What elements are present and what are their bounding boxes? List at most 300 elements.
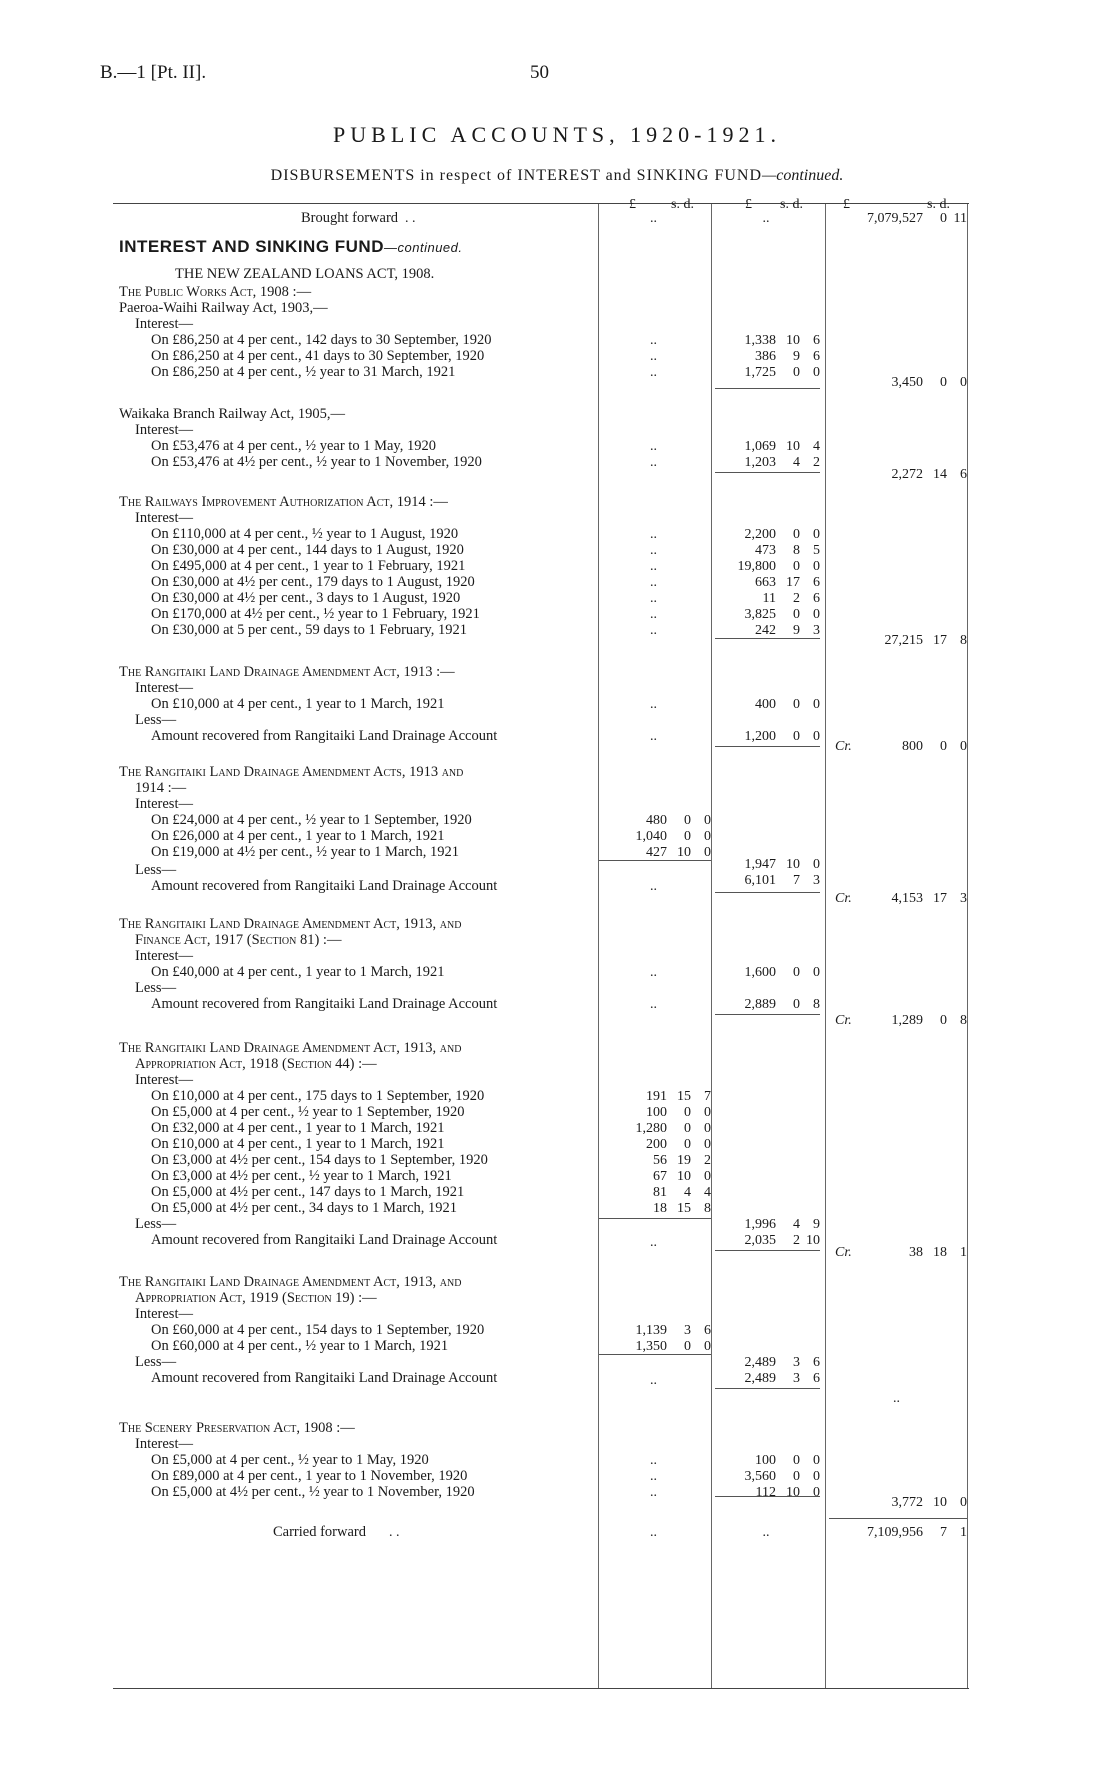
paeroa-row-amount-shillings: 10 bbox=[786, 333, 800, 348]
scenery-row-amount bbox=[717, 1452, 820, 1469]
scenery-rule bbox=[715, 1496, 820, 1497]
rangitaiki-1913-total-shillings: 0 bbox=[940, 739, 947, 754]
railways-row-text: On £30,000 at 5 per cent., 59 days to 1 February, 1921 bbox=[151, 622, 467, 638]
rangitaiki-acts-total-cr: Cr. bbox=[835, 891, 852, 906]
approp-1918-row-amount-shillings: 4 bbox=[684, 1185, 691, 1200]
approp-1918-row-amount-pounds: 81 bbox=[653, 1185, 667, 1200]
rangitaiki-1913-total-pence: 0 bbox=[960, 739, 967, 754]
rangitaiki-acts-row-amount-shillings: 0 bbox=[684, 829, 691, 844]
rangitaiki-finance-row-text: On £40,000 at 4 per cent., 1 year to 1 March, 1921 bbox=[151, 964, 445, 980]
railways-row-amount-shillings: 9 bbox=[793, 623, 800, 638]
approp-1918-rule-2 bbox=[715, 1250, 820, 1251]
approp-1918-row-amount-pence: 7 bbox=[704, 1089, 711, 1104]
rangitaiki-acts-total-pence: 3 bbox=[960, 891, 967, 906]
paeroa-row-amount bbox=[717, 348, 820, 365]
rangitaiki-finance-row-amount-pence: 0 bbox=[813, 965, 820, 980]
scenery-row-dots: .. bbox=[650, 1485, 657, 1500]
approp-1918-subtotal bbox=[717, 1216, 820, 1233]
scenery-heading: The Scenery Preservation Act, 1908 :— bbox=[119, 1420, 355, 1436]
rangitaiki-acts-heading: The Rangitaiki Land Drainage Amendment Acts, 1913 and bbox=[119, 764, 464, 780]
pound-header-2: £ bbox=[745, 197, 752, 212]
rangitaiki-acts-recovered-amount-shillings: 7 bbox=[793, 873, 800, 888]
approp-1918-row-amount-pounds: 1,280 bbox=[635, 1121, 667, 1136]
rangitaiki-acts-row-amount-pounds: 480 bbox=[646, 813, 667, 828]
approp-1918-row-amount-shillings: 0 bbox=[684, 1121, 691, 1136]
subtitle-text: DISBURSEMENTS in respect of INTEREST and SINKING FUND bbox=[270, 167, 763, 184]
paeroa-row-text: On £86,250 at 4 per cent., 41 days to 30 September, 1920 bbox=[151, 348, 485, 364]
paeroa-interest-label: Interest— bbox=[135, 316, 193, 332]
rangitaiki-1913-row-amount-pence: 0 bbox=[813, 697, 820, 712]
approp-1918-less-label: Less— bbox=[135, 1216, 177, 1232]
paeroa-row-amount bbox=[717, 364, 820, 381]
railways-interest-label: Interest— bbox=[135, 510, 193, 526]
scenery-row-amount-shillings: 0 bbox=[793, 1469, 800, 1484]
rangitaiki-1913-heading: The Rangitaiki Land Drainage Amendment Act, 1913 :— bbox=[119, 664, 455, 680]
waikaka-row-amount-shillings: 10 bbox=[786, 439, 800, 454]
rangitaiki-acts-subtotal bbox=[717, 856, 820, 873]
approp-1919-rule-1 bbox=[599, 1354, 711, 1355]
rangitaiki-acts-subtotal-pence: 0 bbox=[813, 857, 820, 872]
scenery-row-dots: .. bbox=[650, 1453, 657, 1468]
scenery-total bbox=[831, 1494, 967, 1511]
scenery-row-amount-pounds: 112 bbox=[755, 1485, 776, 1500]
paeroa-row-dots: .. bbox=[650, 349, 657, 364]
paeroa-row-amount-shillings: 9 bbox=[793, 349, 800, 364]
approp-1919-recovered-text: Amount recovered from Rangitaiki Land Drainage Account bbox=[151, 1370, 498, 1386]
paeroa-row-dots: .. bbox=[650, 333, 657, 348]
approp-1918-row-amount bbox=[601, 1168, 711, 1185]
approp-1919-subtotal-pence: 6 bbox=[813, 1355, 820, 1370]
paeroa-row-amount-pence: 6 bbox=[813, 349, 820, 364]
rangitaiki-finance-row-amount-shillings: 0 bbox=[793, 965, 800, 980]
section-heading bbox=[119, 238, 463, 256]
scenery-row-text: On £5,000 at 4 per cent., ½ year to 1 May, 1920 bbox=[151, 1452, 429, 1468]
approp-1919-row-text: On £60,000 at 4 per cent., 154 days to 1 September, 1920 bbox=[151, 1322, 485, 1338]
rangitaiki-acts-recovered-amount bbox=[717, 872, 820, 889]
brought-forward-total-pounds: 7,079,527 bbox=[867, 211, 923, 226]
rangitaiki-acts-total-pounds: 4,153 bbox=[891, 891, 923, 906]
railways-row-amount bbox=[717, 542, 820, 559]
approp-1918-row-amount-pence: 0 bbox=[704, 1105, 711, 1120]
section-heading-cont: —continued. bbox=[384, 240, 463, 255]
scenery-row-dots: .. bbox=[650, 1469, 657, 1484]
approp-1918-subtotal-pence: 9 bbox=[813, 1217, 820, 1232]
approp-1919-recovered-amount-pounds: 2,489 bbox=[744, 1371, 776, 1386]
approp-1918-row-amount-pence: 8 bbox=[704, 1201, 711, 1216]
waikaka-total-shillings: 14 bbox=[933, 467, 947, 482]
paeroa-total-shillings: 0 bbox=[940, 375, 947, 390]
sd-header-2: s. d. bbox=[780, 197, 803, 212]
scenery-row-amount bbox=[717, 1484, 820, 1501]
railways-row-amount-pence: 0 bbox=[813, 559, 820, 574]
approp-1919-rule-2 bbox=[715, 1388, 820, 1389]
brought-forward-leader: . . bbox=[405, 211, 416, 226]
scenery-row-amount-pounds: 100 bbox=[755, 1453, 776, 1468]
carried-forward-dots-1: .. bbox=[650, 1525, 657, 1540]
subtitle-suffix: —continued. bbox=[762, 167, 844, 184]
page-number: 50 bbox=[530, 62, 549, 83]
railways-row-dots: .. bbox=[650, 591, 657, 606]
rangitaiki-acts-subtotal-pounds: 1,947 bbox=[744, 857, 776, 872]
waikaka-row-amount-pounds: 1,203 bbox=[744, 455, 776, 470]
railways-row-amount-shillings: 0 bbox=[793, 527, 800, 542]
col-line-3 bbox=[825, 204, 826, 1688]
railways-row-amount bbox=[717, 526, 820, 543]
scenery-row-amount bbox=[717, 1468, 820, 1485]
approp-1918-recovered-amount bbox=[717, 1232, 820, 1249]
paeroa-total-pence: 0 bbox=[960, 375, 967, 390]
railways-row-text: On £30,000 at 4½ per cent., 3 days to 1 August, 1920 bbox=[151, 590, 461, 606]
railways-total-shillings: 17 bbox=[933, 633, 947, 648]
waikaka-row-amount-shillings: 4 bbox=[793, 455, 800, 470]
approp-1919-row-amount-pence: 6 bbox=[704, 1323, 711, 1338]
carried-forward-dots-2: .. bbox=[762, 1525, 770, 1540]
rangitaiki-acts-row-amount-pounds: 1,040 bbox=[635, 829, 667, 844]
carried-forward-total-pence: 1 bbox=[960, 1525, 967, 1540]
brought-forward-dots-2: .. bbox=[762, 211, 770, 226]
scenery-total-pounds: 3,772 bbox=[891, 1495, 923, 1510]
railways-row-amount-pence: 0 bbox=[813, 607, 820, 622]
rangitaiki-1913-interest-label: Interest— bbox=[135, 680, 193, 696]
paeroa-total bbox=[831, 374, 967, 391]
approp-1918-row-text: On £10,000 at 4 per cent., 175 days to 1 September, 1920 bbox=[151, 1088, 485, 1104]
approp-1918-row-text: On £3,000 at 4½ per cent., 154 days to 1 September, 1920 bbox=[151, 1152, 488, 1168]
railways-total-pounds: 27,215 bbox=[884, 633, 923, 648]
scenery-row-amount-shillings: 0 bbox=[793, 1453, 800, 1468]
scenery-row-amount-pence: 0 bbox=[813, 1469, 820, 1484]
approp-1919-heading-cont: Appropriation Act, 1919 (Section 19) :— bbox=[135, 1290, 377, 1306]
rangitaiki-1913-total bbox=[831, 738, 967, 755]
brought-forward-total-shillings: 0 bbox=[940, 211, 947, 226]
paeroa-row-amount bbox=[717, 332, 820, 349]
railways-total bbox=[831, 632, 967, 649]
paeroa-row-text: On £86,250 at 4 per cent., ½ year to 31 March, 1921 bbox=[151, 364, 456, 380]
railways-row-amount bbox=[717, 590, 820, 607]
page-reference: B.—1 [Pt. II]. bbox=[100, 62, 207, 83]
approp-1918-row-amount-shillings: 10 bbox=[677, 1169, 691, 1184]
railways-row-amount-pounds: 3,825 bbox=[744, 607, 776, 622]
approp-1918-row-amount bbox=[601, 1200, 711, 1217]
railways-row-dots: .. bbox=[650, 575, 657, 590]
approp-1918-subtotal-pounds: 1,996 bbox=[744, 1217, 776, 1232]
approp-1918-row-amount-pounds: 200 bbox=[646, 1137, 667, 1152]
rangitaiki-acts-row-amount bbox=[601, 828, 711, 845]
approp-1919-row-amount-pounds: 1,139 bbox=[635, 1323, 667, 1338]
scenery-row-amount-pence: 0 bbox=[813, 1485, 820, 1500]
waikaka-row-amount bbox=[717, 438, 820, 455]
scenery-interest-label: Interest— bbox=[135, 1436, 193, 1452]
waikaka-row-text: On £53,476 at 4 per cent., ½ year to 1 May, 1920 bbox=[151, 438, 436, 454]
approp-1918-row-text: On £5,000 at 4½ per cent., 147 days to 1 March, 1921 bbox=[151, 1184, 465, 1200]
rangitaiki-finance-interest-label: Interest— bbox=[135, 948, 193, 964]
railways-row-amount-pence: 3 bbox=[813, 623, 820, 638]
approp-1918-row-amount-shillings: 15 bbox=[677, 1089, 691, 1104]
act-title: THE NEW ZEALAND LOANS ACT, 1908. bbox=[175, 266, 435, 282]
approp-1918-row-amount-pounds: 18 bbox=[653, 1201, 667, 1216]
rangitaiki-1913-row-amount-pounds: 400 bbox=[755, 697, 776, 712]
rangitaiki-acts-row-text: On £26,000 at 4 per cent., 1 year to 1 March, 1921 bbox=[151, 828, 445, 844]
waikaka-interest-label: Interest— bbox=[135, 422, 193, 438]
railways-row-dots: .. bbox=[650, 559, 657, 574]
rangitaiki-finance-less-label: Less— bbox=[135, 980, 177, 996]
paeroa-heading: Paeroa-Waihi Railway Act, 1903,— bbox=[119, 300, 328, 316]
approp-1918-recovered-dots: .. bbox=[650, 1235, 657, 1250]
railways-total-pence: 8 bbox=[960, 633, 967, 648]
railways-rule bbox=[715, 638, 820, 639]
approp-1919-heading: The Rangitaiki Land Drainage Amendment Act, 1913, and bbox=[119, 1274, 462, 1290]
approp-1918-total-pence: 1 bbox=[960, 1245, 967, 1260]
col-line-1 bbox=[598, 204, 599, 1688]
carried-forward-leader: . . bbox=[389, 1525, 400, 1540]
railways-row-amount bbox=[717, 574, 820, 591]
rangitaiki-acts-recovered-dots: .. bbox=[650, 879, 657, 894]
approp-1918-row-amount-pounds: 100 bbox=[646, 1105, 667, 1120]
rangitaiki-acts-rule-1 bbox=[599, 860, 711, 861]
rangitaiki-1913-row-text: On £10,000 at 4 per cent., 1 year to 1 March, 1921 bbox=[151, 696, 445, 712]
rangitaiki-1913-total-pounds: 800 bbox=[902, 739, 923, 754]
paeroa-rule bbox=[715, 388, 820, 389]
scenery-total-pence: 0 bbox=[960, 1495, 967, 1510]
rangitaiki-finance-heading-cont: Finance Act, 1917 (Section 81) :— bbox=[135, 932, 342, 948]
approp-1918-interest-label: Interest— bbox=[135, 1072, 193, 1088]
railways-row-amount-pounds: 2,200 bbox=[744, 527, 776, 542]
approp-1919-recovered-amount-pence: 6 bbox=[813, 1371, 820, 1386]
rangitaiki-acts-recovered-amount-pounds: 6,101 bbox=[744, 873, 776, 888]
paeroa-row-dots: .. bbox=[650, 365, 657, 380]
waikaka-total-pence: 6 bbox=[960, 467, 967, 482]
approp-1918-row-text: On £32,000 at 4 per cent., 1 year to 1 March, 1921 bbox=[151, 1120, 445, 1136]
rangitaiki-1913-recovered-dots: .. bbox=[650, 729, 657, 744]
brought-forward-total-pence: 11 bbox=[953, 211, 967, 226]
approp-1918-recovered-amount-pounds: 2,035 bbox=[744, 1233, 776, 1248]
railways-row-amount-pence: 6 bbox=[813, 575, 820, 590]
rangitaiki-acts-total-shillings: 17 bbox=[933, 891, 947, 906]
waikaka-row-dots: .. bbox=[650, 455, 657, 470]
paeroa-row-amount-pounds: 1,725 bbox=[744, 365, 776, 380]
public-works-heading: The Public Works Act, 1908 :— bbox=[119, 284, 312, 300]
railways-row-text: On £170,000 at 4½ per cent., ½ year to 1 February, 1921 bbox=[151, 606, 480, 622]
approp-1918-row-amount-pence: 0 bbox=[704, 1121, 711, 1136]
section-heading-text: INTEREST AND SINKING FUND bbox=[119, 237, 384, 256]
rangitaiki-finance-recovered-amount bbox=[717, 996, 820, 1013]
approp-1918-total bbox=[831, 1244, 967, 1261]
approp-1918-row-amount-shillings: 19 bbox=[677, 1153, 691, 1168]
approp-1919-subtotal-pounds: 2,489 bbox=[744, 1355, 776, 1370]
approp-1918-row-amount bbox=[601, 1088, 711, 1105]
rangitaiki-1913-recovered-text: Amount recovered from Rangitaiki Land Drainage Account bbox=[151, 728, 498, 744]
railways-row-amount-pence: 6 bbox=[813, 591, 820, 606]
approp-1918-row-amount-shillings: 15 bbox=[677, 1201, 691, 1216]
rangitaiki-finance-total-cr: Cr. bbox=[835, 1013, 852, 1028]
waikaka-row-dots: .. bbox=[650, 439, 657, 454]
railways-row-text: On £30,000 at 4 per cent., 144 days to 1 August, 1920 bbox=[151, 542, 464, 558]
approp-1918-row-text: On £5,000 at 4½ per cent., 34 days to 1 March, 1921 bbox=[151, 1200, 458, 1216]
paeroa-row-amount-pounds: 1,338 bbox=[744, 333, 776, 348]
rangitaiki-1913-rule bbox=[715, 746, 820, 747]
approp-1918-rule-1 bbox=[599, 1218, 711, 1219]
carried-forward-total-pounds: 7,109,956 bbox=[867, 1525, 923, 1540]
scenery-row-text: On £5,000 at 4½ per cent., ½ year to 1 November, 1920 bbox=[151, 1484, 475, 1500]
railways-row-amount-shillings: 17 bbox=[786, 575, 800, 590]
approp-1919-row-amount-shillings: 0 bbox=[684, 1339, 691, 1354]
railways-row-amount-pence: 5 bbox=[813, 543, 820, 558]
paeroa-total-pounds: 3,450 bbox=[891, 375, 923, 390]
rangitaiki-finance-recovered-amount-pounds: 2,889 bbox=[744, 997, 776, 1012]
approp-1918-row-amount-pence: 2 bbox=[704, 1153, 711, 1168]
rangitaiki-finance-recovered-amount-pence: 8 bbox=[813, 997, 820, 1012]
approp-1918-row-text: On £3,000 at 4½ per cent., ½ year to 1 March, 1921 bbox=[151, 1168, 452, 1184]
rangitaiki-finance-total-pence: 8 bbox=[960, 1013, 967, 1028]
rangitaiki-acts-row-amount-pounds: 427 bbox=[646, 845, 667, 860]
carried-forward-label: Carried forward bbox=[273, 1524, 366, 1540]
ledger-table bbox=[113, 197, 969, 1689]
col-line-4 bbox=[967, 204, 968, 1688]
railways-row-amount bbox=[717, 622, 820, 639]
approp-1918-row-amount-pence: 0 bbox=[704, 1137, 711, 1152]
approp-1918-row-amount bbox=[601, 1136, 711, 1153]
approp-1918-heading: The Rangitaiki Land Drainage Amendment Act, 1913, and bbox=[119, 1040, 462, 1056]
railways-row-dots: .. bbox=[650, 543, 657, 558]
col-line-2 bbox=[711, 204, 712, 1688]
page-title: PUBLIC ACCOUNTS, 1920-1921. bbox=[333, 122, 781, 147]
railways-row-dots: .. bbox=[650, 607, 657, 622]
rangitaiki-1913-row-dots: .. bbox=[650, 697, 657, 712]
approp-1919-row-amount bbox=[601, 1322, 711, 1339]
rangitaiki-finance-heading: The Rangitaiki Land Drainage Amendment Act, 1913, and bbox=[119, 916, 462, 932]
rangitaiki-acts-interest-label: Interest— bbox=[135, 796, 193, 812]
approp-1919-recovered-dots: .. bbox=[650, 1373, 657, 1388]
approp-1918-recovered-amount-shillings: 2 bbox=[793, 1233, 800, 1248]
waikaka-row-amount-pence: 2 bbox=[813, 455, 820, 470]
railways-row-amount bbox=[717, 606, 820, 623]
brought-forward-label: Brought forward bbox=[301, 210, 399, 226]
carried-forward-total bbox=[831, 1524, 967, 1541]
approp-1918-row-amount-shillings: 0 bbox=[684, 1105, 691, 1120]
approp-1918-recovered-text: Amount recovered from Rangitaiki Land Drainage Account bbox=[151, 1232, 498, 1248]
approp-1919-total-dots: .. bbox=[893, 1391, 900, 1406]
rangitaiki-finance-row-amount-pounds: 1,600 bbox=[744, 965, 776, 980]
paeroa-row-amount-pence: 6 bbox=[813, 333, 820, 348]
railways-row-amount-shillings: 2 bbox=[793, 591, 800, 606]
approp-1918-row-text: On £5,000 at 4 per cent., ½ year to 1 September, 1920 bbox=[151, 1104, 465, 1120]
approp-1918-row-amount-shillings: 0 bbox=[684, 1137, 691, 1152]
waikaka-row-amount-pounds: 1,069 bbox=[744, 439, 776, 454]
railways-row-text: On £495,000 at 4 per cent., 1 year to 1 February, 1921 bbox=[151, 558, 466, 574]
scenery-row-text: On £89,000 at 4 per cent., 1 year to 1 November, 1920 bbox=[151, 1468, 468, 1484]
approp-1918-total-shillings: 18 bbox=[933, 1245, 947, 1260]
railways-row-text: On £110,000 at 4 per cent., ½ year to 1 August, 1920 bbox=[151, 526, 459, 542]
page-subtitle bbox=[0, 167, 1114, 185]
scenery-total-shillings: 10 bbox=[933, 1495, 947, 1510]
approp-1918-total-cr: Cr. bbox=[835, 1245, 852, 1260]
railways-row-amount-pounds: 663 bbox=[755, 575, 776, 590]
rangitaiki-acts-row-amount-pence: 0 bbox=[704, 813, 711, 828]
railways-row-amount-shillings: 8 bbox=[793, 543, 800, 558]
approp-1918-heading-cont: Appropriation Act, 1918 (Section 44) :— bbox=[135, 1056, 377, 1072]
railways-row-amount-shillings: 0 bbox=[793, 607, 800, 622]
waikaka-row-amount-pence: 4 bbox=[813, 439, 820, 454]
approp-1919-recovered-amount-shillings: 3 bbox=[793, 1371, 800, 1386]
rangitaiki-finance-row-dots: .. bbox=[650, 965, 657, 980]
approp-1918-row-amount bbox=[601, 1104, 711, 1121]
railways-row-amount-pounds: 473 bbox=[755, 543, 776, 558]
railways-row-dots: .. bbox=[650, 623, 657, 638]
approp-1918-row-amount bbox=[601, 1152, 711, 1169]
rangitaiki-acts-row-text: On £24,000 at 4 per cent., ½ year to 1 September, 1920 bbox=[151, 812, 472, 828]
rangitaiki-acts-subtotal-shillings: 10 bbox=[786, 857, 800, 872]
waikaka-rule bbox=[715, 472, 820, 473]
carried-forward-total-shillings: 7 bbox=[940, 1525, 947, 1540]
approp-1918-row-amount-pounds: 67 bbox=[653, 1169, 667, 1184]
approp-1919-interest-label: Interest— bbox=[135, 1306, 193, 1322]
railways-row-amount-shillings: 0 bbox=[793, 559, 800, 574]
railways-row-dots: .. bbox=[650, 527, 657, 542]
rangitaiki-acts-row-amount-pence: 0 bbox=[704, 845, 711, 860]
rangitaiki-acts-row-text: On £19,000 at 4½ per cent., ½ year to 1 March, 1921 bbox=[151, 844, 460, 860]
rangitaiki-1913-recovered-amount-pounds: 1,200 bbox=[744, 729, 776, 744]
approp-1919-row-amount-pounds: 1,350 bbox=[635, 1339, 667, 1354]
railways-row-amount-pounds: 11 bbox=[762, 591, 776, 606]
rangitaiki-acts-row-amount-pence: 0 bbox=[704, 829, 711, 844]
approp-1919-subtotal bbox=[717, 1354, 820, 1371]
approp-1918-row-text: On £10,000 at 4 per cent., 1 year to 1 March, 1921 bbox=[151, 1136, 445, 1152]
approp-1919-recovered-amount bbox=[717, 1370, 820, 1387]
rangitaiki-finance-row-amount bbox=[717, 964, 820, 981]
rangitaiki-finance-total-shillings: 0 bbox=[940, 1013, 947, 1028]
approp-1918-total-pounds: 38 bbox=[909, 1245, 923, 1260]
rangitaiki-finance-rule bbox=[715, 1014, 820, 1015]
rangitaiki-1913-less-label: Less— bbox=[135, 712, 177, 728]
rangitaiki-finance-total-pounds: 1,289 bbox=[891, 1013, 923, 1028]
approp-1919-less-label: Less— bbox=[135, 1354, 177, 1370]
rangitaiki-1913-recovered-amount bbox=[717, 728, 820, 745]
sd-header-1: s. d. bbox=[671, 197, 694, 212]
paeroa-row-amount-pounds: 386 bbox=[755, 349, 776, 364]
rangitaiki-acts-recovered-amount-pence: 3 bbox=[813, 873, 820, 888]
rangitaiki-finance-recovered-dots: .. bbox=[650, 997, 657, 1012]
rangitaiki-1913-total-cr: Cr. bbox=[835, 739, 852, 754]
approp-1919-row-amount-shillings: 3 bbox=[684, 1323, 691, 1338]
approp-1918-row-amount-pounds: 191 bbox=[646, 1089, 667, 1104]
rangitaiki-acts-less-label: Less— bbox=[135, 862, 177, 878]
waikaka-total bbox=[831, 466, 967, 483]
brought-forward-total bbox=[831, 210, 967, 227]
railways-row-amount bbox=[717, 558, 820, 575]
scenery-row-amount-pounds: 3,560 bbox=[744, 1469, 776, 1484]
railways-row-amount-pounds: 19,800 bbox=[737, 559, 776, 574]
rangitaiki-1913-row-amount-shillings: 0 bbox=[793, 697, 800, 712]
rangitaiki-1913-recovered-amount-pence: 0 bbox=[813, 729, 820, 744]
paeroa-row-amount-pence: 0 bbox=[813, 365, 820, 380]
paeroa-row-text: On £86,250 at 4 per cent., 142 days to 30 September, 1920 bbox=[151, 332, 492, 348]
rangitaiki-finance-recovered-amount-shillings: 0 bbox=[793, 997, 800, 1012]
rangitaiki-finance-total bbox=[831, 1012, 967, 1029]
approp-1919-subtotal-shillings: 3 bbox=[793, 1355, 800, 1370]
rangitaiki-1913-row-amount bbox=[717, 696, 820, 713]
sd-header-3: s. d. bbox=[927, 197, 950, 212]
rangitaiki-acts-row-amount bbox=[601, 812, 711, 829]
waikaka-row-text: On £53,476 at 4½ per cent., ½ year to 1 November, 1920 bbox=[151, 454, 482, 470]
rangitaiki-acts-total bbox=[831, 890, 967, 907]
approp-1918-row-amount-pence: 4 bbox=[704, 1185, 711, 1200]
railways-heading: The Railways Improvement Authorization Act, 1914 :— bbox=[119, 494, 448, 510]
rangitaiki-acts-row-amount-shillings: 0 bbox=[684, 813, 691, 828]
rangitaiki-1913-recovered-amount-shillings: 0 bbox=[793, 729, 800, 744]
approp-1918-row-amount bbox=[601, 1120, 711, 1137]
pound-header-3: £ bbox=[843, 197, 850, 212]
approp-1918-subtotal-shillings: 4 bbox=[793, 1217, 800, 1232]
rangitaiki-acts-rule-2 bbox=[715, 892, 820, 893]
